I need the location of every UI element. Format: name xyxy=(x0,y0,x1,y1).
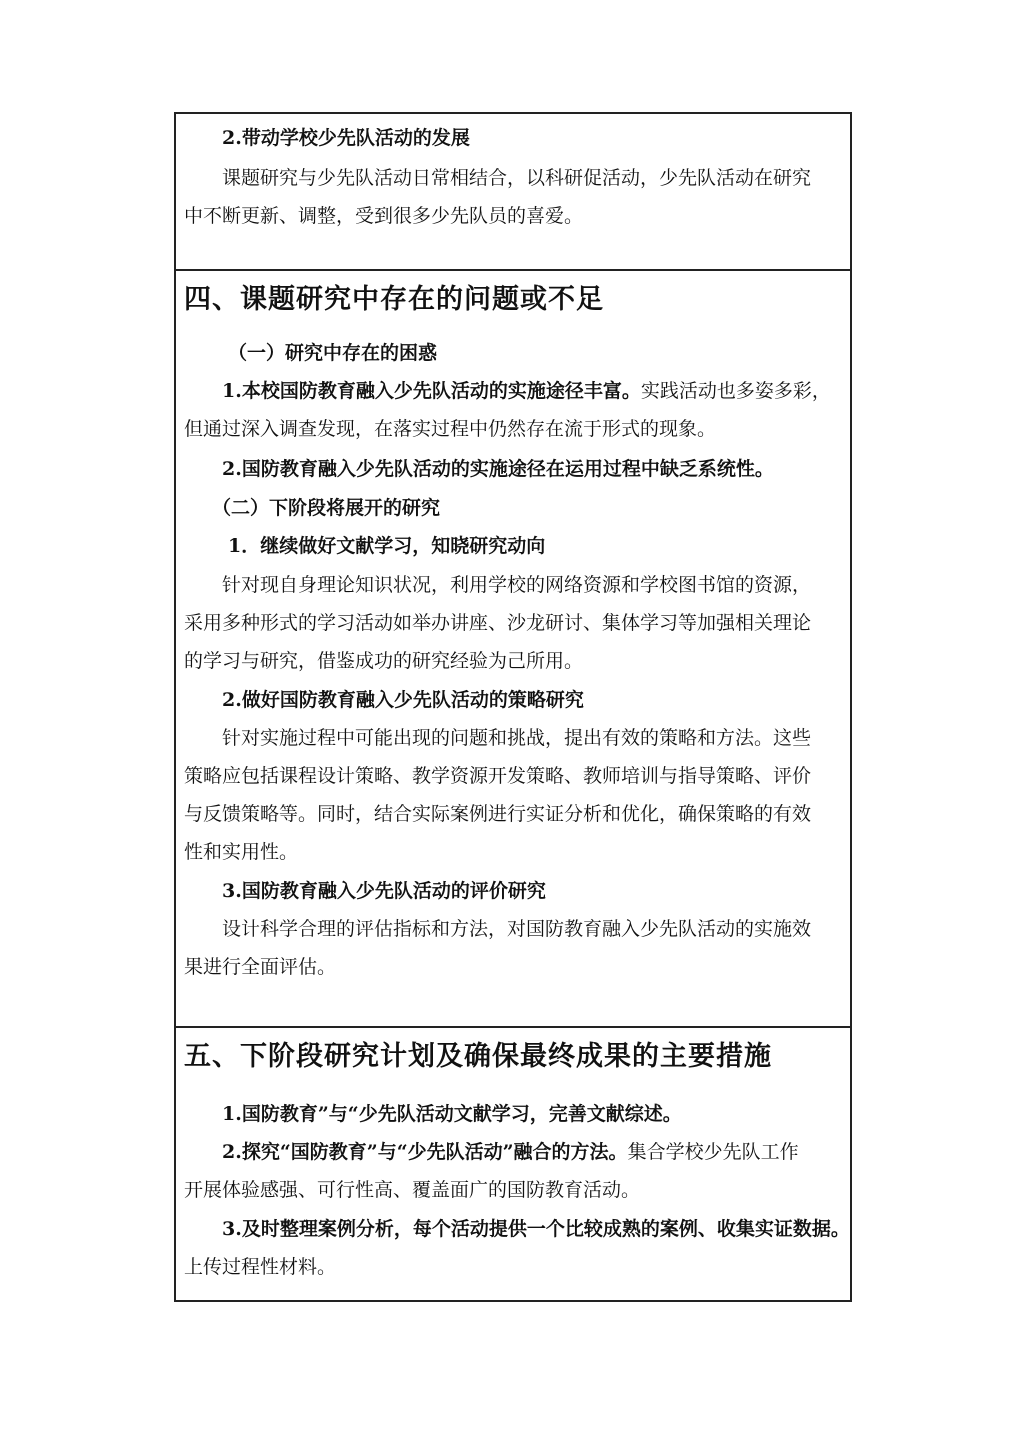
measure-text: 集合学校少先队工作 xyxy=(627,1141,799,1163)
para-line: 针对实施过程中可能出现的问题和挑战，提出有效的策略和方法。这些 xyxy=(222,727,812,749)
section-problems xyxy=(176,271,850,1028)
para-line: 课题研究与少先队活动日常相结合，以科研促活动，少先队活动在研究 xyxy=(222,167,812,189)
para-line: 中不断更新、调整，受到很多少先队员的喜爱。 xyxy=(184,205,584,227)
section-heading: 四、课题研究中存在的问题或不足 xyxy=(184,284,604,315)
subheading: （二）下阶段将展开的研究 xyxy=(212,497,441,519)
item-line xyxy=(222,379,831,403)
section-heading: 五、下阶段研究计划及确保最终成果的主要措施 xyxy=(184,1041,772,1072)
section-achievement xyxy=(176,114,850,271)
para-line: 的学习与研究，借鉴成功的研究经验为己所用。 xyxy=(184,650,584,672)
measure-line: 开展体验感强、可行性高、覆盖面广的国防教育活动。 xyxy=(184,1179,641,1201)
item-line: 2.国防教育融入少先队活动的实施途径在运用过程中缺乏系统性。 xyxy=(222,458,774,480)
item-text: 实践活动也多姿多彩， xyxy=(640,380,831,402)
point-title: 3.国防教育融入少先队活动的评价研究 xyxy=(222,880,546,902)
section-plan xyxy=(176,1028,850,1300)
para-line: 采用多种形式的学习活动如举办讲座、沙龙研讨、集体学习等加强相关理论 xyxy=(184,612,812,634)
measure-item: 3.及时整理案例分析，每个活动提供一个比较成熟的案例、收集实证数据。 xyxy=(222,1218,850,1240)
subheading: 2.带动学校少先队活动的发展 xyxy=(222,127,470,149)
measure-line: 上传过程性材料。 xyxy=(184,1256,337,1278)
measure-item xyxy=(222,1140,799,1164)
para-line: 果进行全面评估。 xyxy=(184,956,337,978)
para-line: 与反馈策略等。同时，结合实际案例进行实证分析和优化，确保策略的有效 xyxy=(184,803,812,825)
measure-bold: 2.探究“国防教育”与“少先队活动”融合的方法。 xyxy=(222,1141,628,1163)
para-line: 策略应包括课程设计策略、教学资源开发策略、教师培训与指导策略、评价 xyxy=(184,765,812,787)
subheading: （一）研究中存在的困惑 xyxy=(228,342,438,364)
para-line: 性和实用性。 xyxy=(184,841,299,863)
point-title: 2.做好国防教育融入少先队活动的策略研究 xyxy=(222,689,584,711)
report-table xyxy=(174,112,852,1302)
para-line: 设计科学合理的评估指标和方法，对国防教育融入少先队活动的实施效 xyxy=(222,918,812,940)
item-line: 但通过深入调查发现，在落实过程中仍然存在流于形式的现象。 xyxy=(184,418,717,440)
point-title: 1．继续做好文献学习，知晓研究动向 xyxy=(228,535,546,557)
measure-item: 1.国防教育”与“少先队活动文献学习，完善文献综述。 xyxy=(222,1103,682,1125)
item-bold: 1.本校国防教育融入少先队活动的实施途径丰富。 xyxy=(222,380,641,402)
para-line: 针对现自身理论知识状况，利用学校的网络资源和学校图书馆的资源， xyxy=(222,574,812,596)
